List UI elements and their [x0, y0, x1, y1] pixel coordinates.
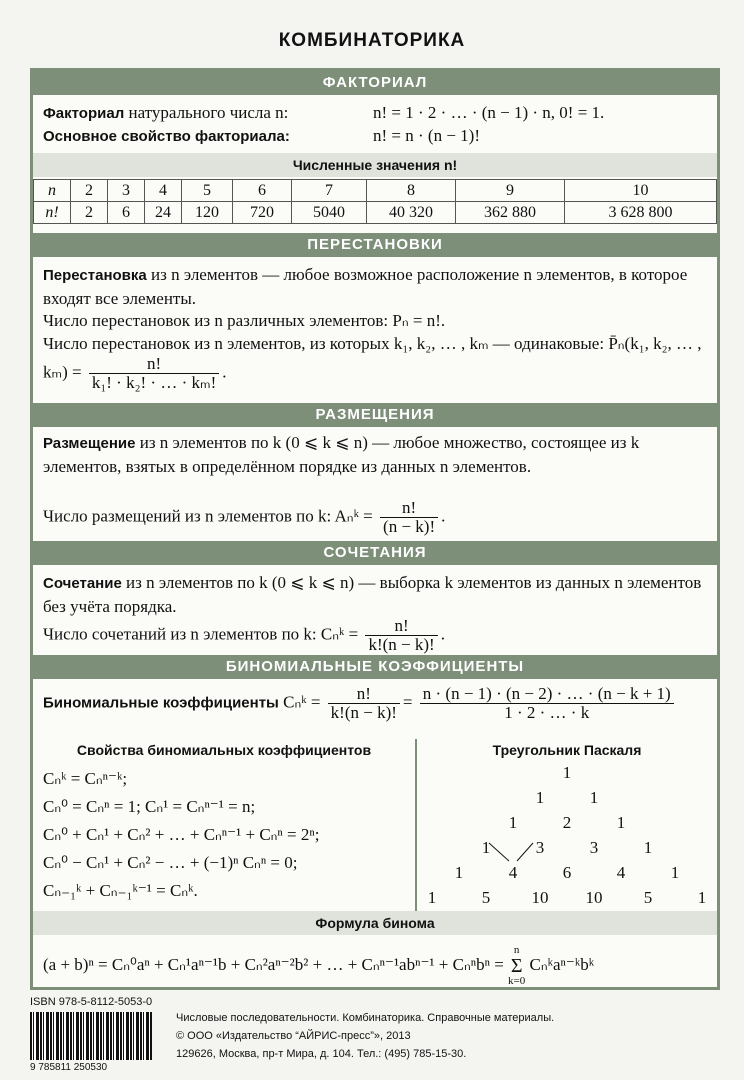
factorial-def-formula: n! = 1 · 2 · … · (n − 1) · n, 0! = 1. — [373, 103, 605, 122]
permutations-fraction: $\frac{n!}{\text{k₁! · k₂! · … · kₘ!}}$ — [89, 355, 219, 392]
permutations-count: Число перестановок из n различных элементов: Pₙ = n!. — [43, 311, 446, 330]
page-title: КОМБИНАТОРИКА — [278, 30, 466, 51]
factorial-property — [43, 124, 709, 148]
arrangements-header: РАЗМЕЩЕНИЯ — [33, 403, 717, 427]
factorial-prop-formula: n! = n · (n − 1)! — [373, 126, 480, 145]
pascal-number: 10 — [585, 888, 603, 907]
binomial-property: Cₙ⁰ + Cₙ¹ + Cₙ² + … + Cₙⁿ⁻¹ + Cₙⁿ = 2ⁿ; — [43, 825, 320, 844]
pascal-number: 3 — [535, 838, 545, 857]
arrangements-fraction: $\frac{n!}{(n - k)!}$ — [380, 499, 438, 536]
pascal-number: 1 — [589, 788, 599, 807]
binomial-header: БИНОМИАЛЬНЫЕ КОЭФФИЦИЕНТЫ — [33, 655, 717, 679]
reference-sheet — [30, 68, 720, 990]
factorial-definition — [43, 101, 709, 125]
factorial-def-text: натурального числа n: — [124, 103, 289, 122]
binomial-properties-list — [43, 767, 411, 907]
factorial-table — [33, 179, 717, 224]
pascal-number: 1 — [508, 813, 518, 832]
pascal-number: 10 — [531, 888, 549, 907]
arrangements-count: Число размещений из n элементов по k: Aₙᵏ = $\frac{n!}{(n - k)!}$ . — [43, 498, 446, 536]
pascal-number: 1 — [427, 888, 437, 907]
binom-formula-header: Формула бинома — [33, 911, 717, 935]
pascal-number: 4 — [508, 863, 518, 882]
footer-line-3: 129626, Москва, пр-т Мира, д. 104. Тел.: (495) 785-15-30. — [176, 1048, 467, 1060]
factorial-n-row: n 2 3 4 5 6 7 8 9 10 — [34, 180, 717, 202]
pascal-number: 1 — [697, 888, 707, 907]
pascal-number: 1 — [454, 863, 464, 882]
pascal-number: 1 — [535, 788, 545, 807]
factorial-header: ФАКТОРИАЛ — [33, 71, 717, 95]
binomial-properties-header: Свойства биномиальных коэффициентов — [76, 742, 372, 758]
binom-formula: (a + b)ⁿ = Cₙ⁰aⁿ + Cₙ¹aⁿ⁻¹b + Cₙ²aⁿ⁻²b² + … + Cₙⁿ⁻¹abⁿ⁻¹ + Cₙⁿbⁿ = n Σ k=0 Cₙᵏaⁿ⁻ᵏbᵏ — [43, 944, 595, 987]
pascal-number: 6 — [562, 863, 572, 882]
barcode-image — [30, 1012, 152, 1060]
pascal-number: 4 — [616, 863, 626, 882]
factorial-def-label: Факториал — [43, 105, 125, 122]
pascal-header: Треугольник Паскаля — [492, 742, 642, 758]
footer-line-2: © ООО «Издательство “АЙРИС-пресс”», 2013 — [176, 1030, 411, 1042]
factorial-prop-label: Основное свойство факториала: — [43, 128, 290, 145]
permutations-definition: Перестановка из n элементов — любое возможное расположение n элементов, в которое входят все элементы. — [43, 265, 688, 308]
factorial-value-row: n! 2 6 24 120 720 5040 40 320 362 880 3 628 800 — [34, 202, 717, 224]
permutations-header: ПЕРЕСТАНОВКИ — [33, 233, 717, 257]
combinations-count: Число сочетаний из n элементов по k: Cₙᵏ = $\frac{n!}{k!(n - k)!}$ . — [43, 616, 445, 654]
pascal-number: 1 — [616, 813, 626, 832]
binomial-property: Cₙ⁰ − Cₙ¹ + Cₙ² − … + (−1)ⁿ Cₙⁿ = 0; — [43, 853, 298, 872]
pascal-number: 1 — [562, 763, 572, 782]
factorial-table-header: Численные значения n! — [33, 153, 717, 177]
barcode-digits: 9 785811 250530 — [30, 1062, 108, 1073]
pascal-number: 1 — [481, 838, 491, 857]
pascal-number: 1 — [670, 863, 680, 882]
pascal-links — [417, 761, 717, 911]
combinations-header: СОЧЕТАНИЯ — [33, 541, 717, 565]
isbn-text: ISBN 978-5-8112-5053-0 — [30, 996, 153, 1008]
pascal-triangle — [417, 761, 717, 911]
footer-line-1: Числовые последовательности. Комбинаторика. Справочные материалы. — [176, 1012, 555, 1024]
pascal-number: 2 — [562, 813, 572, 832]
combinations-fraction: $\frac{n!}{k!(n - k)!}$ — [365, 617, 437, 654]
pascal-number: 5 — [643, 888, 653, 907]
pascal-number: 1 — [643, 838, 653, 857]
permutations-repeat: Число перестановок из n элементов, из которых k₁, k₂, … , kₘ — одинаковые: P̄ₙ(k₁, k₂, … , kₘ) = $\frac{n!}{\text{k₁! · k₂! · … · kₘ!}}$ . — [43, 334, 702, 392]
pascal-number: 5 — [481, 888, 491, 907]
pascal-number: 3 — [589, 838, 599, 857]
binomial-property: Cₙ⁰ = Cₙⁿ = 1; Cₙ¹ = Cₙⁿ⁻¹ = n; — [43, 797, 256, 816]
arrangements-definition: Размещение из n элементов по k (0 ⩽ k ⩽ n) — любое множество, состоящее из k элементов, взятых в определённом порядке из данных n элементов. — [43, 433, 640, 476]
combinations-definition: Сочетание из n элементов по k (0 ⩽ k ⩽ n) — выборка k элементов из данных n элементов без учёта порядка. — [43, 573, 702, 616]
binomial-formula: Биномиальные коэффициенты Cₙᵏ = $\frac{n!}{k!(n - k)!}$ = $\frac{n \cdot (n - 1) \cdot (n - 2) \cdot \dots \cdot (n - k + 1)}{1 \cdot 2 \cdot \dots \cdot k}$ — [43, 685, 709, 722]
binomial-property: Cₙ₋₁ᵏ + Cₙ₋₁ᵏ⁻¹ = Cₙᵏ. — [43, 881, 198, 900]
binomial-property: Cₙᵏ = Cₙⁿ⁻ᵏ; — [43, 769, 128, 788]
